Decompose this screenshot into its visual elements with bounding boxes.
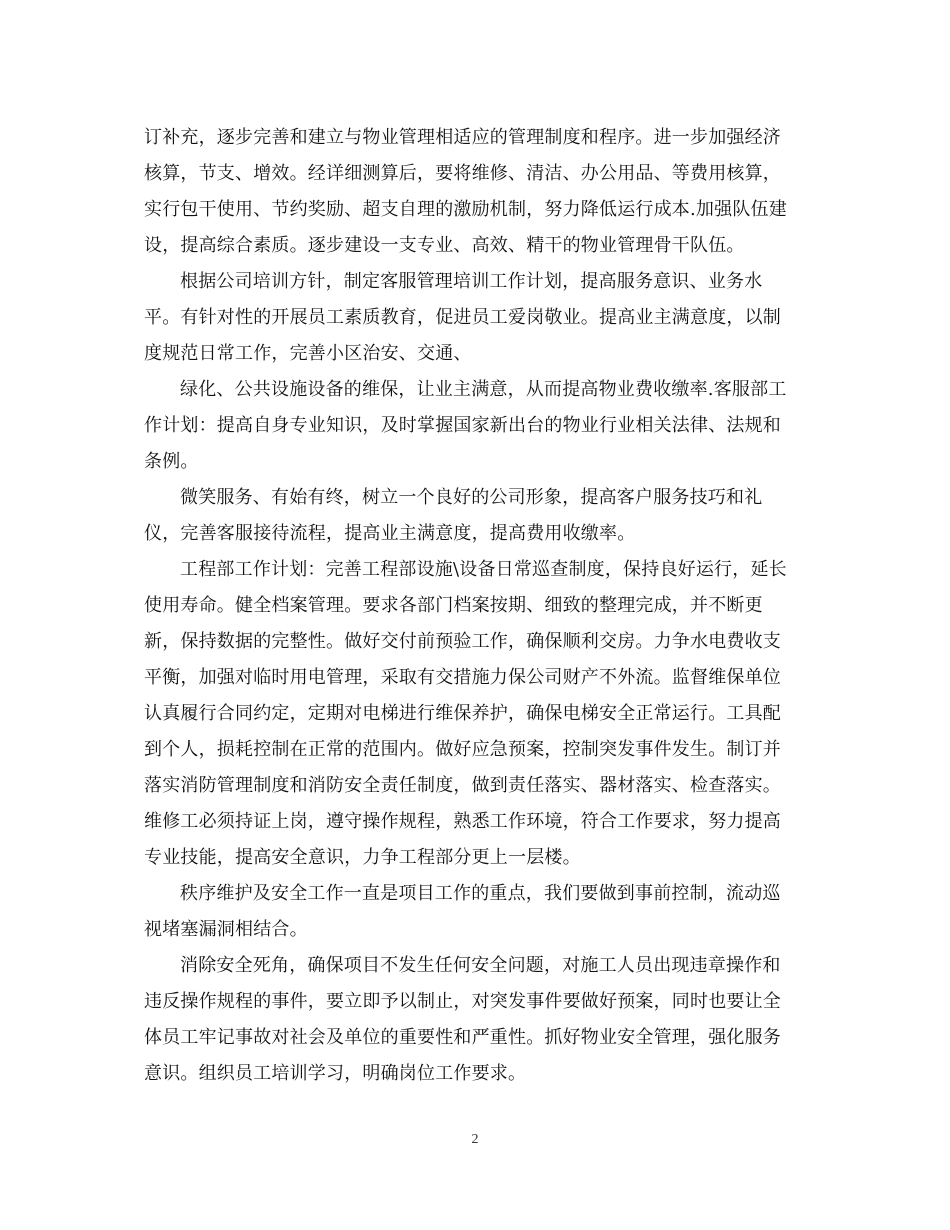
text-line: 意识。组织员工培训学习，明确岗位工作要求。: [144, 1063, 527, 1084]
text-line: 核算，节支、增效。经详细测算后，要将维修、清洁、办公用品、等费用核算，: [144, 163, 781, 184]
paragraph: [144, 372, 816, 480]
paragraph: [144, 480, 816, 552]
paragraph: [144, 876, 816, 948]
text-line: 视堵塞漏洞相结合。: [144, 919, 308, 940]
text-line: 订补充，逐步完善和建立与物业管理相适应的管理制度和程序。进一步加强经济: [144, 127, 781, 148]
text-line: 度规范日常工作，完善小区治安、交通、: [144, 343, 472, 364]
text-line: 工程部工作计划：完善工程部设施\设备日常巡查制度，保持良好运行，延长: [180, 559, 787, 580]
text-line: 绿化、公共设施设备的维保，让业主满意，从而提高物业费收缴率.客服部工: [180, 379, 787, 400]
text-line: 新，保持数据的完整性。做好交付前预验工作，确保顺利交房。力争水电费收支: [144, 631, 781, 652]
text-line: 条例。: [144, 451, 199, 472]
text-line: 违反操作规程的事件，要立即予以制止，对突发事件要做好预案，同时也要让全: [144, 991, 781, 1012]
text-line: 实行包干使用、节约奖励、超支自理的激励机制，努力降低运行成本.加强队伍建: [144, 199, 787, 220]
paragraph: [144, 120, 816, 264]
text-line: 体员工牢记事故对社会及单位的重要性和严重性。抓好物业安全管理，强化服务: [144, 1027, 781, 1048]
text-line: 消除安全死角，确保项目不发生任何安全问题，对施工人员出现违章操作和: [180, 955, 781, 976]
text-line: 秩序维护及安全工作一直是项目工作的重点，我们要做到事前控制，流动巡: [180, 883, 781, 904]
page-number: 2: [471, 1132, 479, 1147]
text-line: 到个人，损耗控制在正常的范围内。做好应急预案，控制突发事件发生。制订并: [144, 739, 781, 760]
text-line: 根据公司培训方针，制定客服管理培训工作计划，提高服务意识、业务水: [180, 271, 763, 292]
text-line: 仪，完善客服接待流程，提高业主满意度，提高费用收缴率。: [144, 523, 636, 544]
paragraph: [144, 264, 816, 372]
document-body: [144, 120, 816, 1092]
text-line: 专业技能，提高安全意识，力争工程部分更上一层楼。: [144, 847, 581, 868]
text-line: 作计划：提高自身专业知识，及时掌握国家新出台的物业行业相关法律、法规和: [144, 415, 781, 436]
text-line: 微笑服务、有始有终，树立一个良好的公司形象，提高客户服务技巧和礼: [180, 487, 763, 508]
text-line: 认真履行合同约定，定期对电梯进行维保养护，确保电梯安全正常运行。工具配: [144, 703, 781, 724]
text-line: 平衡，加强对临时用电管理，采取有交措施力保公司财产不外流。监督维保单位: [144, 667, 781, 688]
text-line: 设，提高综合素质。逐步建设一支专业、高效、精干的物业管理骨干队伍。: [144, 235, 745, 256]
paragraph: [144, 552, 816, 876]
paragraph: [144, 948, 816, 1092]
text-line: 维修工必须持证上岗，遵守操作规程，熟悉工作环境，符合工作要求，努力提高: [144, 811, 781, 832]
text-line: 平。有针对性的开展员工素质教育，促进员工爱岗敬业。提高业主满意度，以制: [144, 307, 781, 328]
text-line: 使用寿命。健全档案管理。要求各部门档案按期、细致的整理完成，并不断更: [144, 595, 763, 616]
text-line: 落实消防管理制度和消防安全责任制度，做到责任落实、器材落实、检查落实。: [144, 775, 781, 796]
